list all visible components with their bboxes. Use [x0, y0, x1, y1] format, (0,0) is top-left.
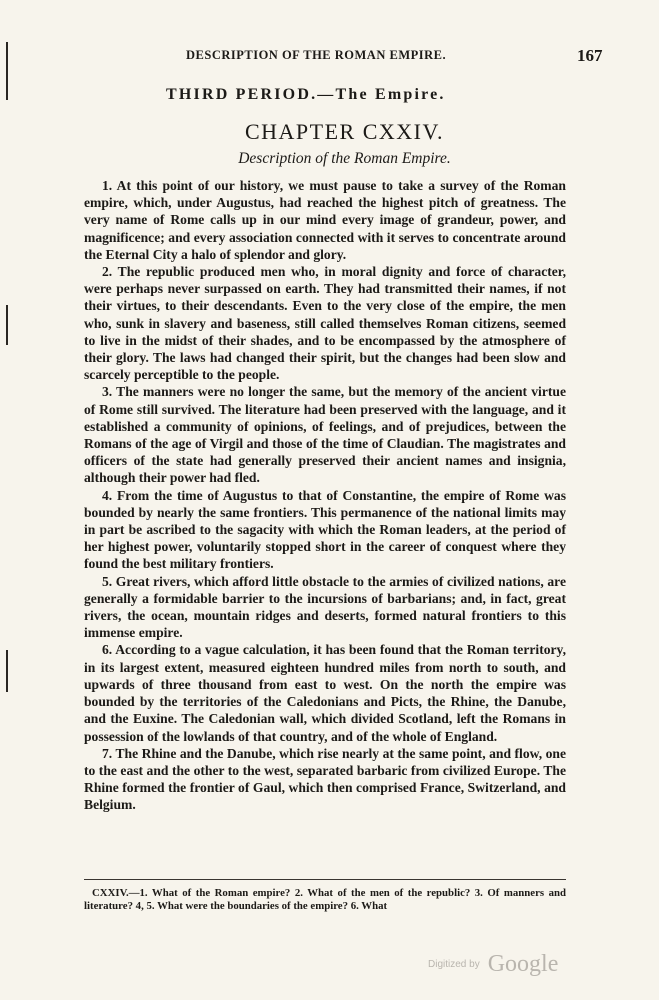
- running-title: DESCRIPTION OF THE ROMAN EMPIRE.: [186, 48, 447, 62]
- page-number: 167: [577, 46, 603, 65]
- chapter-body: [84, 177, 566, 814]
- paragraph-7: 7. The Rhine and the Danube, which rise nearly at the same point, and flow, one to the east and the other to the west, separated barbaric from civilized Europe. The Rhine formed the frontier of Gaul, which then comprised France, Switzerland, and Belgium.: [84, 745, 566, 813]
- period-heading: THIRD PERIOD.—The Empire.: [166, 86, 446, 103]
- watermark-prefix: Digitized by: [428, 959, 480, 970]
- footnote-text: CXXIV.—1. What of the Roman empire? 2. What of the men of the republic? 3. Of manners and literature? 4, 5. What were the boundaries of the empire? 6. What: [84, 887, 566, 913]
- paragraph-4: 4. From the time of Augustus to that of Constantine, the empire of Rome was bounded by nearly the same frontiers. This permanence of the national limits may in part be ascribed to the sagacity with which the Roman leaders, at the period of her highest power, voluntarily stopped short in the career of conquest where they found the best military frontiers.: [84, 487, 566, 572]
- binding-mark-lower: [6, 650, 8, 692]
- running-head: [0, 46, 659, 68]
- chapter-title: Description of the Roman Empire.: [238, 150, 451, 167]
- footnote-divider: [84, 879, 566, 880]
- paragraph-2: 2. The republic produced men who, in moral dignity and force of character, were perhaps never surpassed on earth. They had transmitted their names, if not their virtues, to their descendants. Even to the very close of the empire, the men who, sunk in slavery and baseness, still called themselves Roman citizens, seemed to live in the midst of their shades, and to be encompassed by the atmosphere of their glory. The laws had changed their spirit, but the changes had been slow and scarcely perceptible to the people.: [84, 264, 566, 383]
- paragraph-6: 6. According to a vague calculation, it has been found that the Roman territory, in its largest extent, measured eighteen hundred miles from north to south, and upwards of three thousand from east to west. On the north the empire was bounded by the territories of the Caledonians and Picts, the Rhine, the Danube, and the Euxine. The Caledonian wall, which divided Scotland, left the Romans in possession of the lowlands of that country, and of the whole of England.: [84, 642, 566, 744]
- digitized-watermark: [428, 951, 558, 978]
- paragraph-3: 3. The manners were no longer the same, but the memory of the ancient virtue of Rome still survived. The literature had been preserved with the language, and it established a community of opinions, of feelings, and of prejudices, between the Romans of the age of Virgil and those of the time of Claudian. The magistrates and officers of the state had generally preserved their ancient names and insignia, although their power had fled.: [84, 384, 566, 486]
- chapter-number: CHAPTER CXXIV.: [244, 119, 445, 144]
- watermark-brand: Google: [487, 951, 559, 977]
- paragraph-5: 5. Great rivers, which afford little obstacle to the armies of civilized nations, are generally a formidable barrier to the incursions of barbarians; and, in fact, great rivers, the ocean, mountain ridges and deserts, formed natural frontiers to this immense empire.: [84, 573, 566, 641]
- footnote-questions: [84, 887, 566, 914]
- binding-mark-middle: [6, 305, 8, 345]
- paragraph-1: 1. At this point of our history, we must pause to take a survey of the Roman empire, which, under Augustus, had reached the highest pitch of greatness. The very name of Rome calls up in our mind every image of grandeur, power, and magnificence; and every association connected with it serves to concentrate around the Eternal City a halo of splendor and glory.: [84, 178, 566, 262]
